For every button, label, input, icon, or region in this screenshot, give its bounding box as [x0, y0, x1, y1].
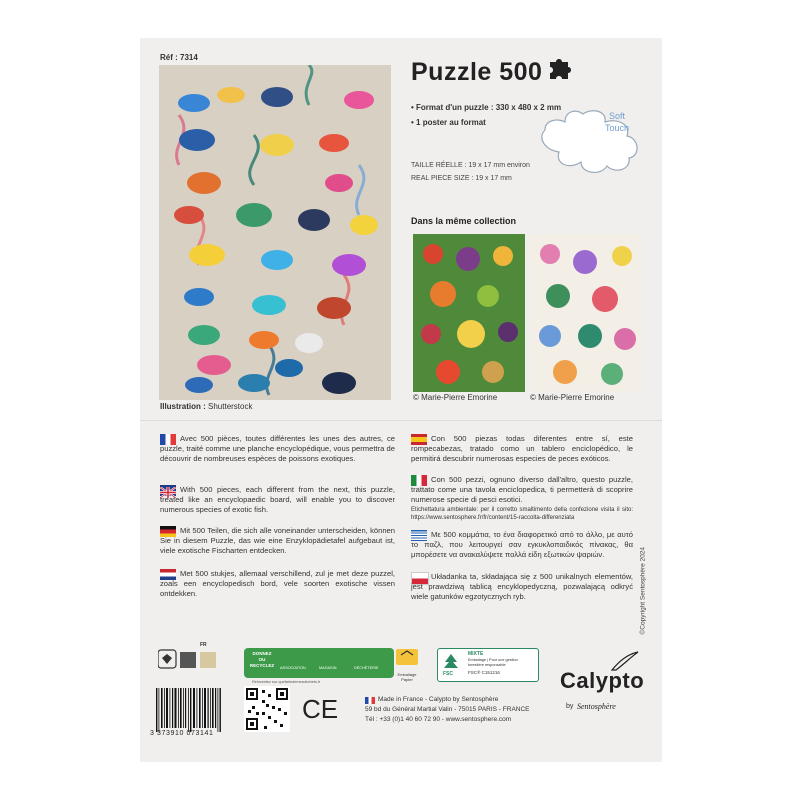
- recycle-label: [248, 651, 276, 669]
- brand-logo: Calypto: [560, 668, 645, 693]
- copyright-vertical: [636, 518, 650, 638]
- soft-touch-line1: Soft: [608, 111, 625, 121]
- recycle-decheterie: DÉCHÈTERIE: [354, 666, 379, 670]
- product-title: Puzzle 500: [411, 58, 543, 86]
- collection-credit-1: © Marie-Pierre Emorine: [413, 393, 498, 402]
- barcode-number: 3 373910 073141: [150, 730, 214, 737]
- illustration-credit: [160, 402, 252, 411]
- brand-by: by: [566, 703, 574, 710]
- triman-icons: [158, 646, 220, 672]
- desc-it-note: Etichettatura ambientale: per il corretto smaltimento della confezione visita il sito: https://www.sentosphere.fr/fr/content/15-raccolta-differenziata: [411, 507, 633, 521]
- puzzle-piece-icon: [546, 56, 574, 82]
- reference-number: Réf : 7314: [160, 53, 198, 62]
- collection-credit-2: © Marie-Pierre Emorine: [530, 393, 615, 402]
- taille-reelle: TAILLE RÉELLE : 19 x 17 mm environ: [411, 162, 530, 169]
- brand-feather-icon: [610, 650, 640, 672]
- fr-label: FR: [200, 642, 207, 648]
- fish-poster-image: [159, 65, 391, 400]
- emballage-line2: Papier: [401, 677, 413, 682]
- flag-fr-small-icon: [365, 697, 375, 704]
- recycle-line2: OU: [258, 657, 266, 662]
- puzzle-box-back: [140, 38, 662, 762]
- barcode: [154, 688, 224, 736]
- qr-code: [244, 686, 290, 732]
- desc-pl: Układanka ta, składająca się z 500 unikalnych elementów, jest prawdziwą tablicą encyklopedyczną, pozwalającą odkryć wiele gatunków egzotycznych ryb.: [411, 572, 633, 601]
- recycle-magasin: MAGASIN: [319, 666, 337, 670]
- fruits-puzzle-image: [413, 234, 525, 392]
- ce-mark: CE: [302, 694, 339, 724]
- fsc-text: FSC: [443, 671, 453, 677]
- fsc-badge: [437, 648, 539, 682]
- desc-nl: Met 500 stukjes, allemaal verschillend, zul je met deze puzzel, zoals een encyclopedisch bord, vele soorten exotische vissen ontdekken.: [160, 569, 395, 598]
- spec-poster: • 1 poster au format: [411, 118, 486, 127]
- desc-fr: Avec 500 pièces, toutes différentes les unes des autres, ce puzzle, traité comme une planche encyclopédique, vous permettra de découvrir de nombreuses espèces de poissons exotiques.: [160, 434, 395, 463]
- illustration-label: Illustration :: [160, 402, 206, 411]
- recycle-note: Réinventez sur quefairedemesdechets.fr: [252, 680, 321, 684]
- collection-thumb-fruits: [413, 234, 525, 392]
- phone-website: Tél : +33 (0)1 40 60 72 90 - www.sentosphere.com: [365, 716, 512, 723]
- collection-title: Dans la même collection: [411, 216, 517, 226]
- emballage-line1: Emballage: [397, 672, 417, 677]
- emballage-icon: [394, 645, 420, 681]
- fsc-mixte: MIXTE: [468, 651, 484, 657]
- copyright-text: ©Copyright Sentosphère 2024: [639, 546, 647, 635]
- section-divider: [140, 420, 662, 421]
- soft-touch-line2: Touch: [604, 123, 630, 133]
- recycle-line3: RECYCLEZ: [249, 663, 275, 668]
- fsc-code: FSC® C151216: [468, 670, 500, 675]
- soft-touch-badge: [596, 110, 638, 134]
- real-piece-size: REAL PIECE SIZE : 19 x 17 mm: [411, 175, 512, 182]
- puzzle-illustration: [159, 65, 391, 400]
- desc-de: Mit 500 Teilen, die sich alle voneinander unterscheiden, können Sie in diesem Puzzle, das wie eine Enzyklopädietafel aufgebaut ist, viele exotische Fischarten entdecken.: [160, 526, 395, 555]
- desc-el: Με 500 κομμάτια, το ένα διαφορετικό από το άλλο, με αυτό το παζλ, που λειτουργεί σαν εγκυκλοπαιδικός πίνακας, θα μπορέσετε να ανακαλύψετε πολλά είδη εξωτικών ψαριών.: [411, 530, 633, 559]
- spec-format: • Format d'un puzzle : 330 x 480 x 2 mm: [411, 103, 562, 112]
- recycle-badge: [244, 648, 394, 678]
- flowers-puzzle-image: [530, 234, 642, 392]
- illustration-value: Shutterstock: [208, 402, 253, 411]
- recycle-assoc: ASSOCIATION: [280, 666, 306, 670]
- desc-es: Con 500 piezas todas diferentes entre sí, este rompecabezas, tratado como un tablero enciclopédico, le permitirá descubrir numerosas especies de peces exóticos.: [411, 434, 633, 463]
- collection-thumb-flowers: [530, 234, 642, 392]
- made-in-france: Made in France - Calypto by Sentosphère: [378, 696, 499, 703]
- fsc-text2: forestière responsable: [468, 663, 506, 667]
- recycle-line1: DONNEZ: [252, 651, 272, 656]
- desc-it: Con 500 pezzi, ognuno diverso dall'altro, questo puzzle, trattato come una tavola enciclopedica, ti permetterà di scoprire numerose specie di pesci esotici.: [411, 475, 633, 504]
- brand-sentosphere: Sentosphère: [577, 702, 616, 711]
- desc-en: With 500 pieces, each different from the next, this puzzle, treated like an encyclopaedic board, will enable you to discover numerous species of exotic fish.: [160, 485, 395, 514]
- fsc-text1: Emballage | Pour une gestion: [468, 658, 518, 662]
- fsc-tree-icon: [441, 652, 461, 672]
- address: 59 bd du Général Martial Valin - 75015 PARIS - FRANCE: [365, 706, 530, 713]
